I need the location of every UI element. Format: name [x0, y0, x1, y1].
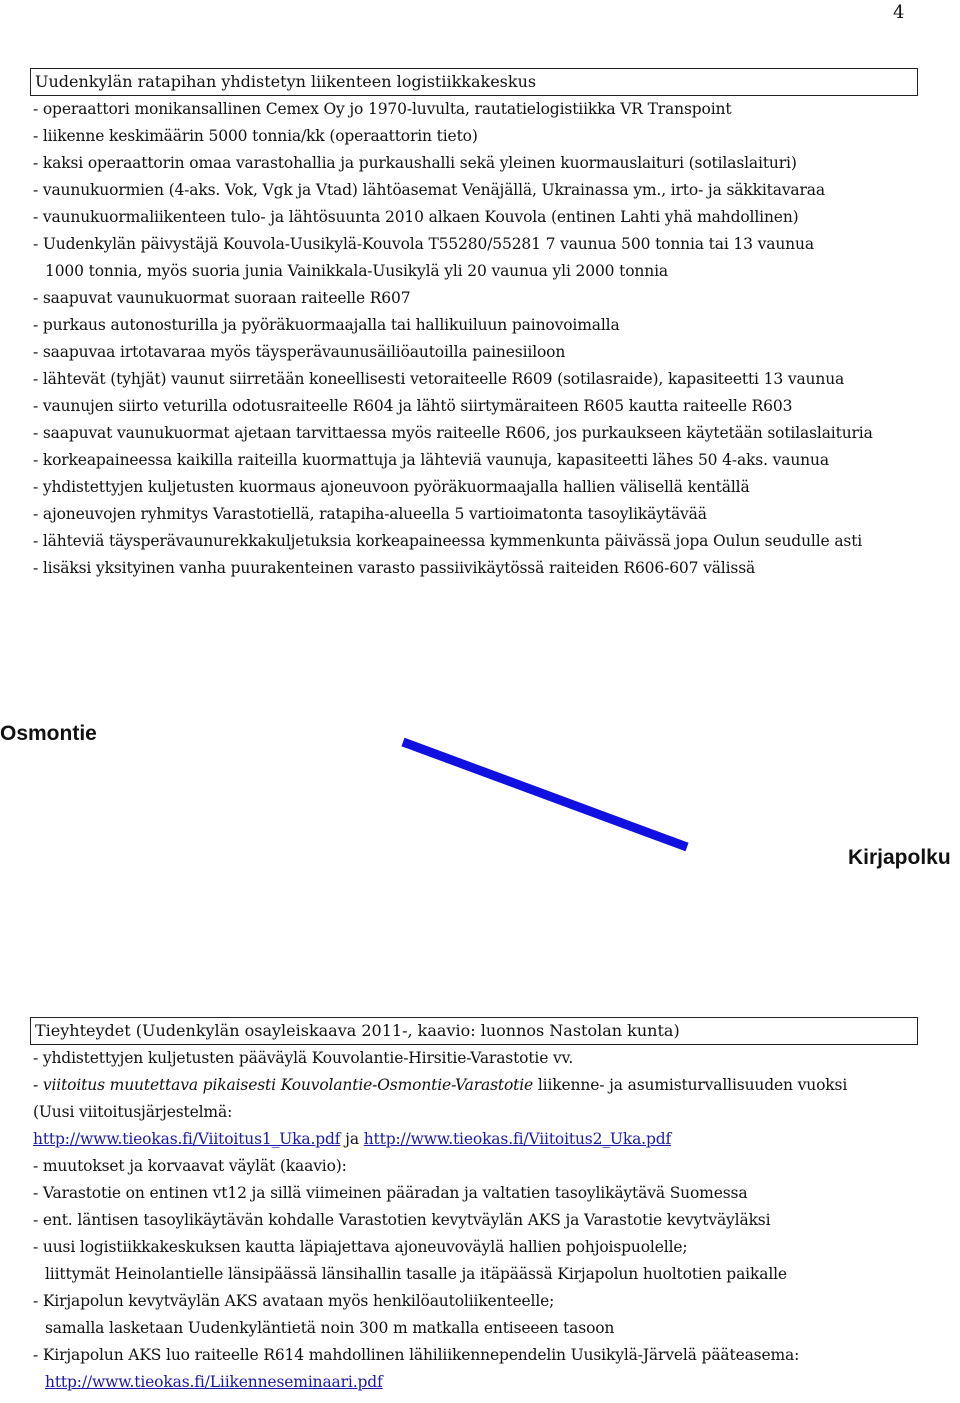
link-viitoitus2[interactable]: http://www.tieokas.fi/Viitoitus2_Uka.pdf [363, 1130, 672, 1148]
link-viitoitus1[interactable]: http://www.tieokas.fi/Viitoitus1_Uka.pdf [33, 1130, 341, 1148]
list-item: - Varastotie on entinen vt12 ja sillä viimeinen pääradan ja valtatien tasoylikäytävä Suomessa [33, 1184, 748, 1202]
section-title: Uudenkylän ratapihan yhdistetyn liikenteen logistiikkakeskus [35, 72, 537, 91]
list-item: 1000 tonnia, myös suoria junia Vainikkala-Uusikylä yli 20 vaunua yli 2000 tonnia [45, 262, 668, 280]
section-title-box [30, 1017, 918, 1045]
list-item: - vaunukuormien (4-aks. Vok, Vgk ja Vtad) lähtöasemat Venäjällä, Ukrainassa ym., irto- ja säkkitavaraa [33, 181, 825, 199]
text: ja [340, 1130, 364, 1148]
list-item [33, 1072, 918, 1099]
link-liikenneseminaari[interactable]: http://www.tieokas.fi/Liikenneseminaari.pdf [45, 1373, 383, 1391]
list-item: - liikenne keskimäärin 5000 tonnia/kk (operaattorin tieto) [33, 127, 478, 145]
list-item: - korkeapaineessa kaikilla raiteilla kuormattuja ja lähteviä vaunuja, kapasiteetti lähes 50 4-aks. vaunua [33, 451, 829, 469]
road-line [403, 742, 687, 847]
page-number: 4 [893, 2, 905, 23]
list-item: - Kirjapolun kevytväylän AKS avataan myös henkilöautoliikenteelle; [33, 1292, 555, 1310]
road-changes-list [33, 1153, 918, 1369]
list-item: - operaattori monikansallinen Cemex Oy jo 1970-luvulta, rautatielogistiikka VR Transpoint [33, 100, 732, 118]
list-item: - ent. läntisen tasoylikäytävän kohdalle Varastotien kevytväylän AKS ja Varastotie kevytväyläksi [33, 1211, 771, 1229]
map-label-kirjapolku: Kirjapolku [848, 846, 951, 869]
text: liikenne- ja asumisturvallisuuden vuoksi [533, 1076, 848, 1094]
list-item: (Uusi viitoitusjärjestelmä: [33, 1103, 233, 1121]
list-item: - vaunujen siirto veturilla odotusraiteelle R604 ja lähtö siirtymäraiteen R605 kautta raiteelle R603 [33, 397, 793, 415]
road-connections-list [30, 1045, 918, 1396]
italic-text: - viitoitus muutettava pikaisesti Kouvolantie-Osmontie-Varastotie [33, 1076, 534, 1094]
section-subtitle: (Uudenkylän osayleiskaava 2011-, kaavio: luonnos Nastolan kunta) [130, 1021, 680, 1040]
list-item: samalla lasketaan Uudenkyläntietä noin 300 m matkalla entiseeen tasoon [45, 1319, 615, 1337]
list-item: - saapuvaa irtotavaraa myös täysperävaunusäiliöautoilla painesiiloon [33, 343, 566, 361]
list-item: - muutokset ja korvaavat väylät (kaavio): [33, 1157, 347, 1175]
list-item [33, 1126, 918, 1153]
list-item: - lähteviä täysperävaunurekkakuljetuksia korkeapaineessa kymmenkunta päivässä jopa Oulun seudulle asti [33, 532, 863, 550]
list-item: liittymät Heinolantielle länsipäässä länsihallin tasalle ja itäpäässä Kirjapolun huoltotien paikalle [45, 1265, 787, 1283]
section-title: Tieyhteydet [35, 1021, 131, 1040]
road-connections-section [30, 1017, 918, 1396]
list-item: - kaksi operaattorin omaa varastohallia ja purkaushalli sekä yleinen kuormauslaituri (sotilaslaituri) [33, 154, 797, 172]
map-label-osmontie: Osmontie [0, 722, 97, 745]
list-item: - purkaus autonosturilla ja pyöräkuormaajalla tai hallikuiluun painovoimalla [33, 316, 620, 334]
list-item: - yhdistettyjen kuljetusten pääväylä Kouvolantie-Hirsitie-Varastotie vv. [33, 1049, 574, 1067]
list-item: - ajoneuvojen ryhmitys Varastotiellä, ratapiha-alueella 5 vartioimatonta tasoylikäytävää [33, 505, 707, 523]
list-item: - lähtevät (tyhjät) vaunut siirretään koneellisesti vetoraiteelle R609 (sotilasraide), kapasiteetti 13 vaunua [33, 370, 845, 388]
list-item: - saapuvat vaunukuormat suoraan raiteelle R607 [33, 289, 411, 307]
list-item: - lisäksi yksityinen vanha puurakenteinen varasto passiivikäytössä raiteiden R606-607 välissä [33, 559, 756, 577]
list-item [33, 1369, 918, 1396]
list-item: - yhdistettyjen kuljetusten kuormaus ajoneuvoon pyöräkuormaajalla hallien välisellä kentällä [33, 478, 750, 496]
list-item: - Uudenkylän päivystäjä Kouvola-Uusikylä-Kouvola T55280/55281 7 vaunua 500 tonnia tai 13 vaunua [33, 235, 814, 253]
list-item: - saapuvat vaunukuormat ajetaan tarvittaessa myös raiteelle R606, jos purkaukseen käytetään sotilaslaituria [33, 424, 873, 442]
list-item: - Kirjapolun AKS luo raiteelle R614 mahdollinen lähiliikennependelin Uusikylä-Järvelä pääteasema: [33, 1346, 800, 1364]
list-item: - uusi logistiikkakeskuksen kautta läpiajettava ajoneuvoväylä hallien pohjoispuolelle; [33, 1238, 688, 1256]
list-item: - vaunukuormaliikenteen tulo- ja lähtösuunta 2010 alkaen Kouvola (entinen Lahti yhä mahdollinen) [33, 208, 799, 226]
